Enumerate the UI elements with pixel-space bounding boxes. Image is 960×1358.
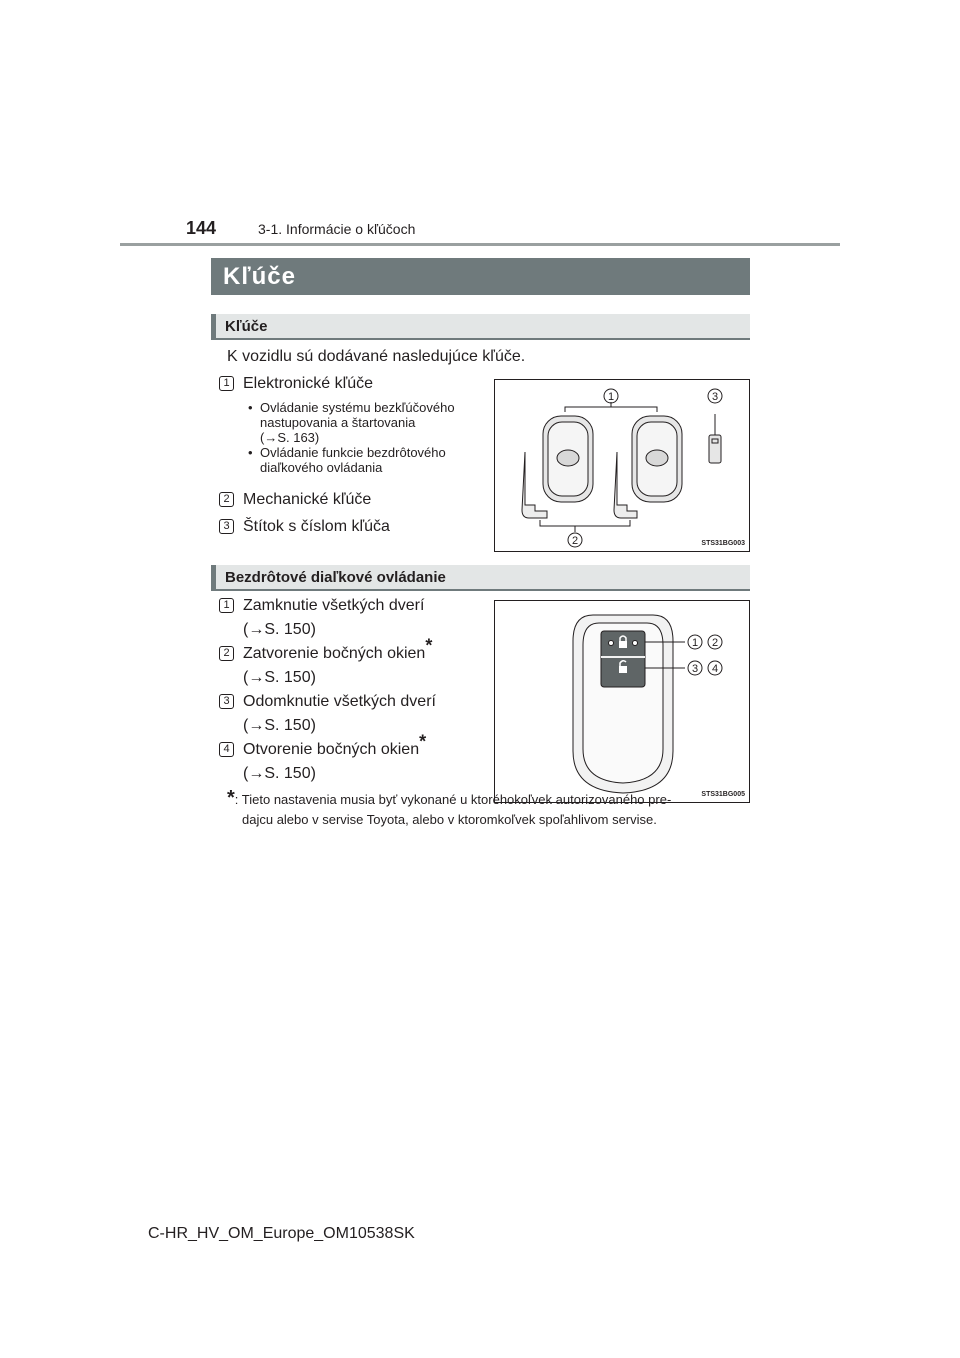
page-reference: (→S. 150) [243,765,316,782]
page-reference: (→S. 150) [243,717,316,734]
keys-heading: Kľúče [225,318,268,335]
bullet-list [248,400,488,475]
section-title: 3-1. Informácie o kľúčoch [258,221,416,237]
figure-callout: 2 [571,535,579,547]
header-rule [120,243,840,246]
keys-illustration [495,380,751,553]
footnote: *: Tieto nastavenia musia byť vykonané u ktoréhokoľvek autorizovaného pre- dajcu alebo v servise Toyota, alebo v ktoromkoľvek spoľahlivom servise. [227,787,672,827]
page-reference: (→S. 150) [243,669,316,686]
remote-item: Odomknutie všetkých dverí (→S. 150) [243,690,436,738]
keys-heading-bar [211,314,750,340]
key-item-label: Elektronické kľúče [243,375,374,392]
asterisk: * [419,731,427,752]
document-footer: C-HR_HV_OM_Europe_OM10538SK [148,1225,415,1242]
page-title: Kľúče [223,263,296,290]
bullet-item: • Ovládanie funkcie bezdrôtového diaľkového ovládania [248,445,488,475]
key-item-label: Mechanické kľúče [243,491,372,508]
remote-figure [494,600,750,803]
page-reference: (→S. 150) [243,621,316,638]
item-number: 1 [219,376,234,391]
item-number: 2 [219,492,234,507]
figure-callout: 1 [607,391,615,403]
remote-item: Otvorenie bočných okien* (→S. 150) [243,738,426,786]
remote-heading: Bezdrôtové diaľkové ovládanie [225,569,446,586]
figure-callout: 3 [711,391,719,403]
figure-code: STS31BG005 [701,791,745,798]
figure-callout: 1 [691,637,699,649]
title-bar [211,258,750,295]
remote-item: Zamknutie všetkých dverí (→S. 150) [243,594,424,642]
page-number: 144 [186,218,217,238]
item-number: 4 [219,742,234,757]
remote-illustration [495,601,751,804]
keys-figure [494,379,750,552]
figure-callout: 4 [711,663,719,675]
figure-callout: 2 [711,637,719,649]
item-number: 3 [219,519,234,534]
footnote-mark: * [227,787,235,809]
remote-item: Zatvorenie bočných okien* (→S. 150) [243,642,432,690]
keys-intro: K vozidlu sú dodávané nasledujúce kľúče. [227,348,526,365]
asterisk: * [425,635,433,656]
item-number: 3 [219,694,234,709]
figure-code: STS31BG003 [701,540,745,547]
remote-heading-bar [211,565,750,591]
item-number: 2 [219,646,234,661]
key-item-label: Štítok s číslom kľúča [243,518,390,535]
bullet-item: • Ovládanie systému bezkľúčového nastupovania a štartovania (→S. 163) [248,400,488,445]
figure-callout: 3 [691,663,699,675]
item-number: 1 [219,598,234,613]
